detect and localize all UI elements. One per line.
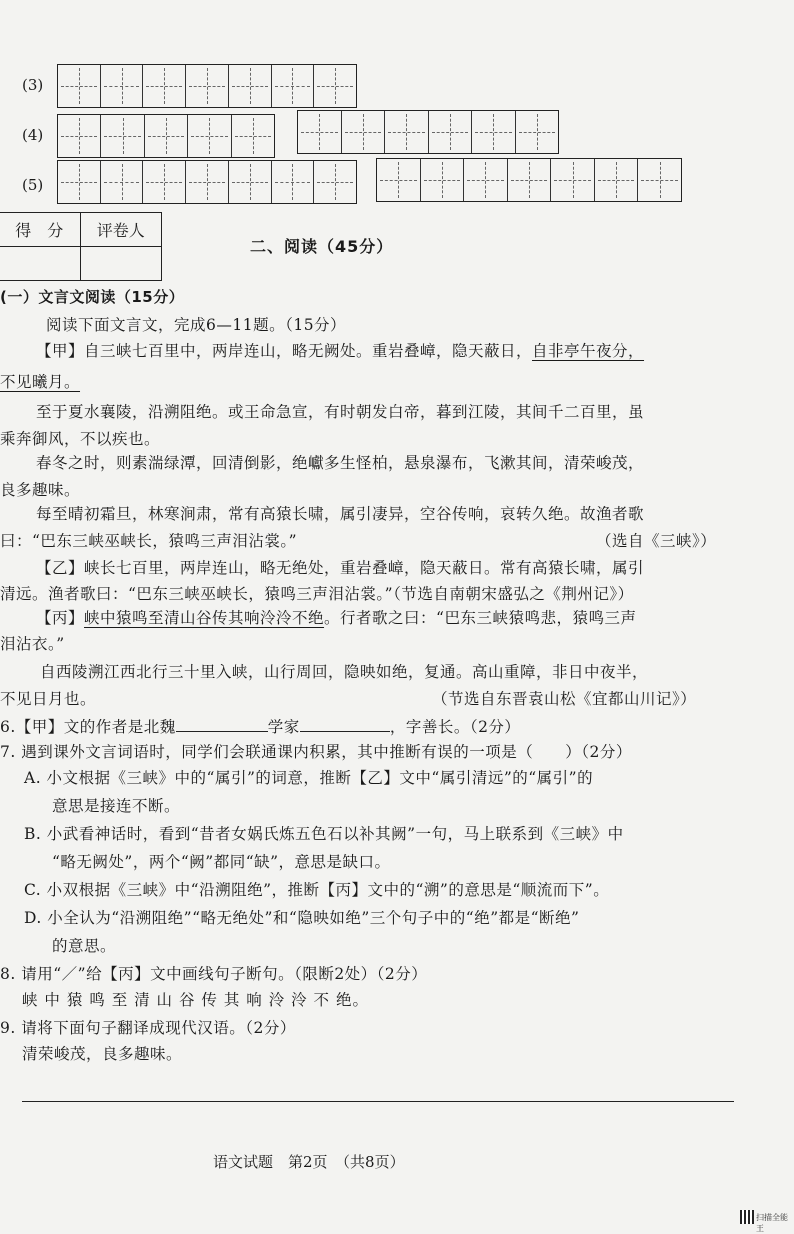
jia-line-8: 曰：“巴东三峡巫峡长，猿鸣三声泪沾裳。”: [0, 532, 298, 550]
answer-grid-row-4b[interactable]: [297, 110, 559, 154]
jia-line-1: 【甲】自三峡七百里中，两岸连山，略无阙处。重岩叠嶂，隐天蔽日，自非亭午夜分，: [36, 342, 645, 360]
grader-cell[interactable]: [80, 247, 162, 281]
score-label: 得 分: [0, 213, 80, 247]
q6-blank-1[interactable]: [176, 715, 268, 732]
bing-source: （节选自东晋袁山松《宜都山川记》）: [432, 690, 697, 708]
jia-line-3: 至于夏水襄陵，沿溯阻绝。或王命急宣，有时朝发白帝，暮到江陵，其间千二百里，虽: [36, 403, 645, 421]
yi-line-1: 【乙】峡长七百里，两岸连山，略无绝处，重岩叠嶂，隐天蔽日。常有高猿长啸，属引: [36, 559, 645, 577]
scanner-watermark: 扫描全能王: [756, 1213, 788, 1233]
score-table: [0, 212, 162, 281]
bing-line-3: 自西陵溯江西北行三十里入峡，山行周回，隐映如绝，复通。高山重障，非日中夜半，: [40, 663, 649, 681]
answer-grid-row-3[interactable]: [57, 64, 357, 108]
q7-option-c[interactable]: C. 小双根据《三峡》中“沿溯阻绝”，推断【丙】文中的“溯”的意思是“顺流而下”。: [24, 881, 610, 899]
bing-underlined-sentence: 峡中猿鸣至清山谷传其响泠泠不绝: [84, 609, 325, 627]
jia-line-5: 春冬之时，则素湍绿潭，回清倒影，绝巘多生怪柏，悬泉瀑布，飞漱其间，清荣峻茂，: [36, 454, 645, 472]
answer-grid-row-4a[interactable]: [57, 114, 275, 158]
bing-line-4: 不见日月也。: [0, 690, 97, 708]
q8-sentence[interactable]: 峡 中 猿 鸣 至 清 山 谷 传 其 响 泠 泠 不 绝。: [22, 991, 369, 1009]
jia-line-7: 每至晴初霜旦，林寒涧肃，常有高猿长啸，属引凄异，空谷传响，哀转久绝。故渔者歌: [36, 505, 645, 523]
intro-text: 阅读下面文言文，完成6—11题。（15分）: [46, 316, 347, 334]
q7-option-a-line-1[interactable]: A. 小文根据《三峡》中的“属引”的词意，推断【乙】文中“属引清远”的“属引”的: [24, 769, 594, 787]
question-9-stem: 9. 请将下面句子翻译成现代汉语。（2分）: [0, 1019, 296, 1037]
jia-line-2: 不见曦月。: [0, 373, 81, 391]
bing-line-1: 【丙】峡中猿鸣至清山谷传其响泠泠不绝。行者歌之曰：“巴东三峡猿鸣悲，猿鸣三声: [36, 609, 637, 627]
q9-sentence: 清荣峻茂，良多趣味。: [22, 1045, 183, 1063]
section-title: 二、阅读（45分）: [250, 237, 394, 256]
qr-code-icon: [740, 1210, 754, 1224]
score-cell[interactable]: [0, 247, 80, 281]
q7-option-b-line-2: “略无阙处”，两个“阙”都同“缺”，意思是缺口。: [52, 853, 391, 871]
page-footer: 语文试题 第2页 （共8页）: [213, 1153, 405, 1171]
jia-source: （选自《三峡》）: [596, 532, 717, 550]
question-8-stem: 8. 请用“／”给【丙】文中画线句子断句。（限断2处）（2分）: [0, 965, 428, 983]
jia-underlined: 自非亭午夜分，: [532, 342, 645, 360]
yi-line-2: 清远。渔者歌曰：“巴东三峡巫峡长，猿鸣三声泪沾裳。”（节选自南朝宋盛弘之《荆州记》）: [0, 585, 634, 603]
bing-line-2: 泪沾衣。”: [0, 635, 65, 653]
grader-label: 评卷人: [80, 213, 162, 247]
answer-grid-row-5b[interactable]: [376, 158, 682, 202]
q7-option-d-line-2: 的意思。: [52, 937, 117, 955]
row-label-3: (3): [22, 76, 44, 94]
q7-option-b-line-1[interactable]: B. 小武看神话时，看到“昔者女娲氏炼五色石以补其阙”一句，马上联系到《三峡》中: [24, 825, 624, 843]
question-7-stem: 7. 遇到课外文言词语时，同学们会联通课内积累，其中推断有误的一项是（ ）（2分）: [0, 743, 632, 761]
answer-grid-row-5a[interactable]: [57, 160, 357, 204]
question-6: 6.【甲】文的作者是北魏 学家 ，字善长。（2分）: [0, 715, 520, 738]
q7-option-a-line-2: 意思是接连不断。: [52, 797, 181, 815]
row-label-5: (5): [22, 176, 44, 194]
jia-line-4: 乘奔御风，不以疾也。: [0, 430, 161, 448]
jia-line-6: 良多趣味。: [0, 481, 81, 499]
q6-blank-2[interactable]: [300, 715, 390, 732]
row-label-4: (4): [22, 126, 44, 144]
answer-line[interactable]: [22, 1101, 734, 1102]
q7-option-d-line-1[interactable]: D. 小全认为“沿溯阻绝”“略无绝处”和“隐映如绝”三个句子中的“绝”都是“断绝”: [24, 909, 580, 927]
part-one-heading: (一）文言文阅读（15分）: [0, 288, 185, 306]
